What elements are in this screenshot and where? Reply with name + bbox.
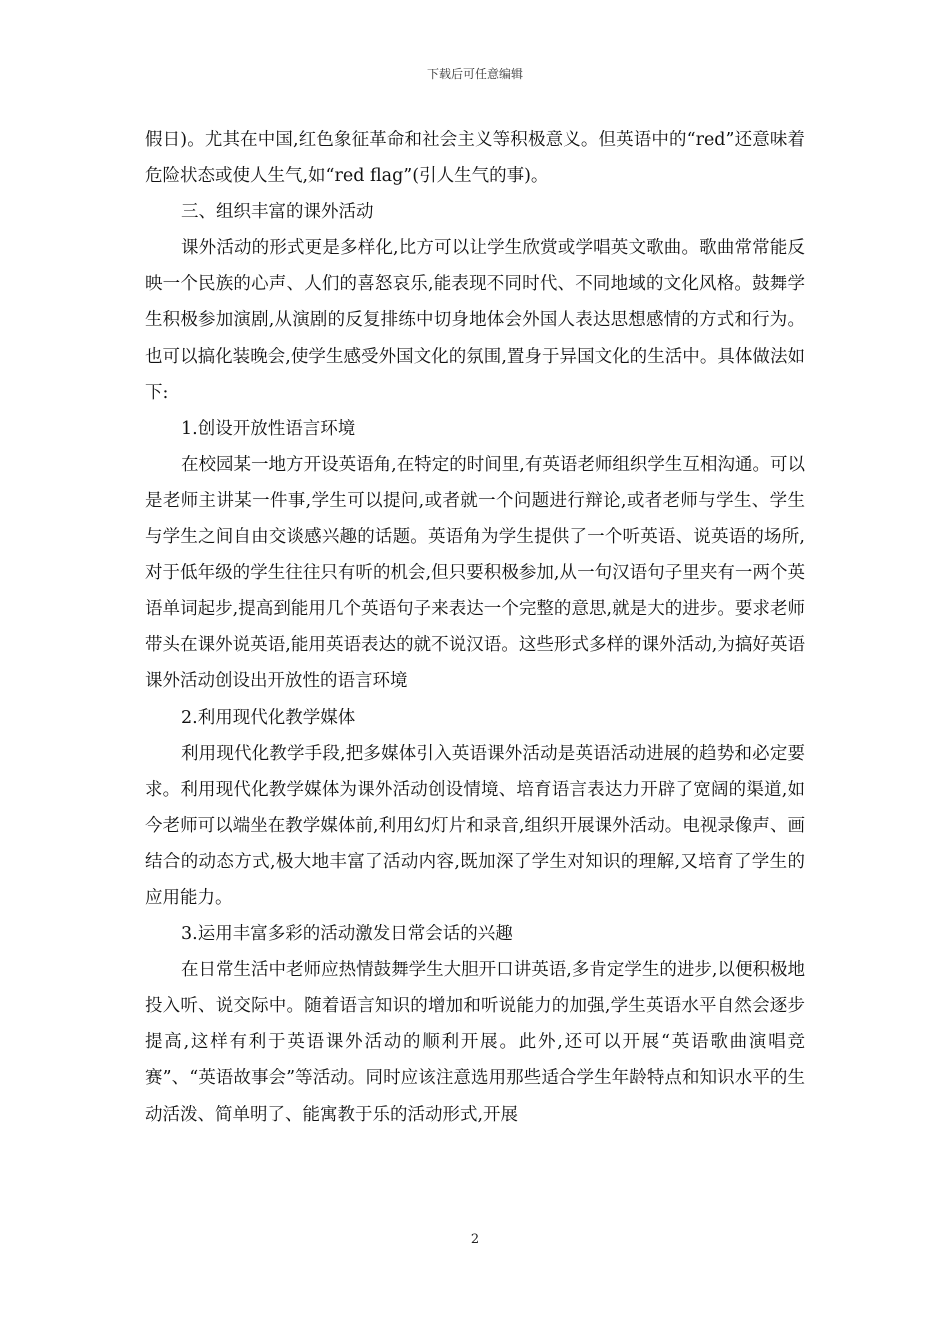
subheading-2: 2.利用现代化教学媒体: [181, 707, 356, 728]
paragraph-5: 在日常生活中老师应热情鼓舞学生大胆开口讲英语,多肯定学生的进步,以便积极地投入听、说交际中。随着语言知识的增加和听说能力的加强,学生英语水平自然会逐步提高,这样有利于英语课外活动的顺利开展。此外,还可以开展“英语歌曲演唱竞赛”、“英语故事会”等活动。同时应该注意选用那些适合学生年龄特点和知识水平的生动活泼、简单明了、能寓教于乐的活动形式,开展: [145, 960, 805, 1125]
paragraph-4: 利用现代化教学手段,把多媒体引入英语课外活动是英语活动进展的趋势和必定要求。利用现代化教学媒体为课外活动创设情境、培育语言表达力开辟了宽阔的渠道,如今老师可以端坐在教学媒体前,利用幻灯片和录音,组织开展课外活动。电视录像声、画结合的动态方式,极大地丰富了活动内容,既加深了学生对知识的理解,又培育了学生的应用能力。: [145, 743, 805, 908]
page-number: 2: [470, 1232, 480, 1247]
subheading-3: 3.运用丰富多彩的活动激发日常会话的兴趣: [181, 924, 513, 945]
paragraph-1: 假日)。尤其在中国,红色象征革命和社会主义等积极意义。但英语中的“red”还意味着危险状态或使人生气,如“red flag”(引人生气的事)。: [145, 130, 805, 187]
section-heading-3: 三、组织丰富的课外活动: [181, 202, 374, 223]
subheading-1: 1.创设开放性语言环境: [181, 418, 356, 439]
paragraph-2: 课外活动的形式更是多样化,比方可以让学生欣赏或学唱英文歌曲。歌曲常常能反映一个民族的心声、人们的喜怒哀乐,能表现不同时代、不同地域的文化风格。鼓舞学生积极参加演剧,从演剧的反复排练中切身地体会外国人表达思想感情的方式和行为。也可以搞化装晚会,使学生感受外国文化的氛围,置身于异国文化的生活中。具体做法如下:: [145, 238, 805, 403]
document-body: [145, 122, 805, 1133]
page-header: 下载后可任意编辑: [426, 67, 523, 81]
paragraph-3: 在校园某一地方开设英语角,在特定的时间里,有英语老师组织学生互相沟通。可以是老师主讲某一件事,学生可以提问,或者就一个问题进行辩论,或者老师与学生、学生与学生之间自由交谈感兴趣的话题。英语角为学生提供了一个听英语、说英语的场所,对于低年级的学生往往只有听的机会,但只要积极参加,从一句汉语句子里夹有一两个英语单词起步,提高到能用几个英语句子来表达一个完整的意思,就是大的进步。要求老师带头在课外说英语,能用英语表达的就不说汉语。这些形式多样的课外活动,为搞好英语课外活动创设出开放性的语言环境: [145, 454, 805, 692]
